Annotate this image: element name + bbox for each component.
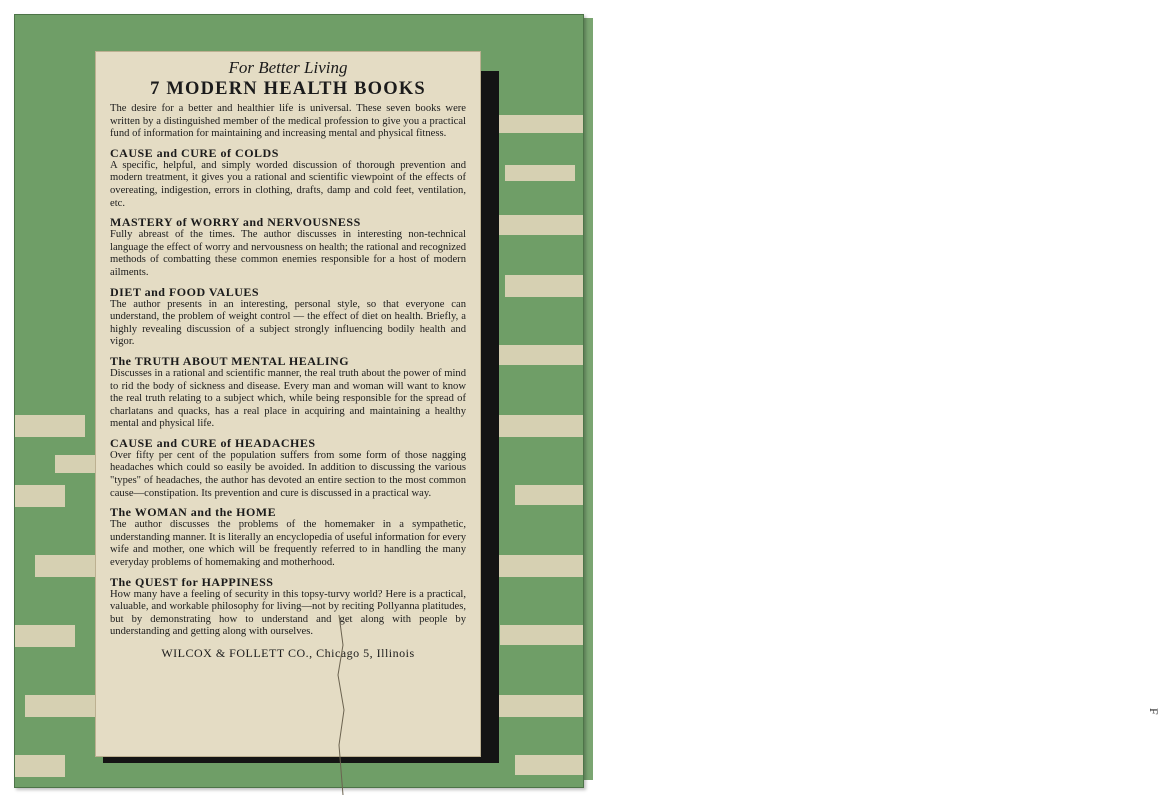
book-section-happiness (110, 575, 466, 639)
brick (515, 755, 583, 775)
section-body: The author presents in an interesting, personal style, so that everyone can understand, the problem of weight control — the effect of diet on health. Briefly, a highly revealing discussion of a subject strongly influencing bodily health and vigor. (110, 298, 466, 348)
intro-paragraph: The desire for a better and healthier life is universal. These seven books were written by a distinguished member of the medical profession to give you a practical fund of information for maintaining and increasing mental and physical fitness. (110, 103, 466, 140)
section-heading: MASTERY of WORRY and NERVOUSNESS (110, 215, 361, 230)
brick (495, 115, 583, 133)
brick (485, 695, 583, 717)
section-heading: The QUEST for HAPPINESS (110, 574, 274, 589)
text-panel (95, 51, 481, 757)
brick (500, 625, 583, 645)
spine-text: F (1147, 708, 1161, 716)
book-section-colds (110, 146, 466, 210)
section-body: Fully abreast of the times. The author discusses in interesting non-technical language the effect of worry and nervousness on health; the rational and recognized methods of combatting these common enemies responsible for a host of modern ailments. (110, 229, 466, 278)
brick (515, 485, 583, 505)
tagline: For Better Living (228, 58, 348, 77)
brick (25, 695, 95, 717)
section-body: A specific, helpful, and simply worded discussion of thorough prevention and modern treatment, it gives you a rational and scientific viewpoint of the effects of overeating, indigestion, errors in clothing, drafts, damp and cold feet, ventilation, etc. (110, 159, 466, 209)
section-body: Over fifty per cent of the population suffers from some form of those nagging headaches which could so easily be avoided. In addition to discussing the various "types" of headaches, the author has devoted an entire section to the most common cause—constipation. Its prevention and cure is discussed in a practical way. (110, 449, 466, 499)
section-heading: CAUSE and CURE of HEADACHES (110, 435, 316, 450)
section-heading: DIET and FOOD VALUES (110, 284, 260, 299)
book-back-cover (14, 14, 584, 788)
brick (505, 275, 583, 297)
brick (15, 625, 75, 647)
section-heading: The TRUTH ABOUT MENTAL HEALING (110, 353, 350, 368)
section-body: How many have a feeling of security in this topsy-turvy world? Here is a practical, valuable, and workable philosophy for living—not by reciting Pollyanna platitudes, but by demonstrating how to understand and get along with people by understanding and getting along with ourselves. (110, 588, 466, 638)
brick (491, 215, 583, 235)
book-section-mental-healing (110, 354, 466, 431)
brick (485, 555, 583, 577)
brick (55, 455, 95, 473)
brick (15, 755, 65, 777)
brick (485, 345, 583, 365)
section-body: Discusses in a rational and scientific manner, the real truth about the power of mind to rid the body of sickness and disease. Every man and woman will want to know the real truth relating to a subject which, while being responsible for the spread of charlatans and quacks, has a real place in acquiring and maintaining a healthy mental and physical life. (110, 367, 466, 430)
paper-crease (333, 615, 351, 795)
book-section-diet (110, 285, 466, 349)
section-heading: CAUSE and CURE of COLDS (110, 145, 279, 160)
publisher-line: WILCOX & FOLLETT CO., Chicago 5, Illinois (161, 646, 415, 660)
brick (495, 415, 583, 437)
section-heading: The WOMAN and the HOME (110, 505, 277, 520)
book-section-worry (110, 215, 466, 279)
book-section-woman-home (110, 505, 466, 569)
brick (15, 415, 85, 437)
brick (505, 165, 575, 181)
brick (15, 485, 65, 507)
section-body: The author discusses the problems of the homemaker in a sympathetic, understanding manner. It is literally an encyclopedia of useful information for every wife and mother, one which will be frequently referred to in handling the many everyday problems of homemaking and motherhood. (110, 519, 466, 569)
main-title: 7 MODERN HEALTH BOOKS (150, 79, 426, 99)
book-section-headaches (110, 436, 466, 500)
